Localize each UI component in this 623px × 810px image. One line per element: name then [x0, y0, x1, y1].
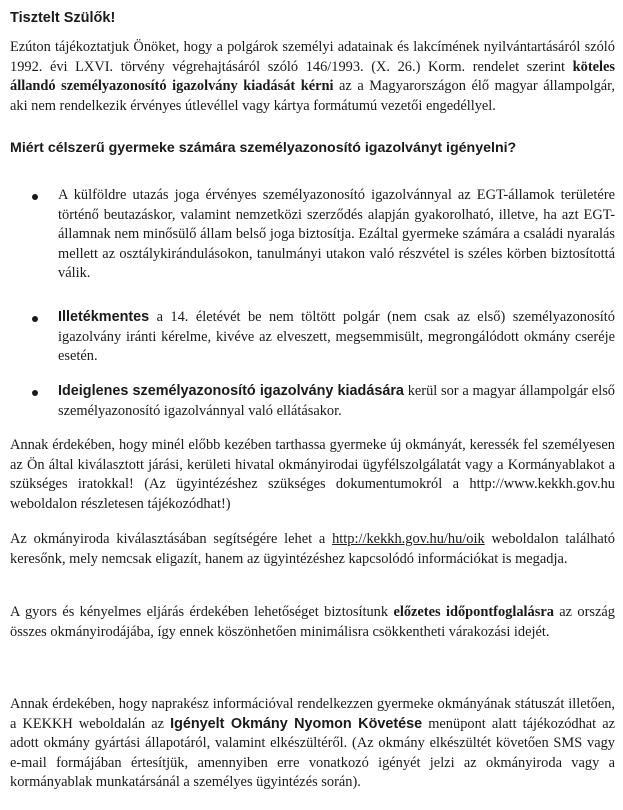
booking-paragraph: [10, 603, 615, 642]
intro-bold: köteles állandó személyazonosító igazolvány kiadását kérni: [10, 58, 615, 94]
bullet-bold: Ideiglenes személyazonosító igazolvány kiadására: [58, 383, 404, 399]
bullet-rest: kerül sor a magyar állampolgár első személyazonosító igazolvánnyal való ellátásakor.: [58, 383, 615, 419]
search-text-2: weboldalon található keresőnk, mely nemcsak eligazít, hanem az ügyintézéshez kapcsolódó információkat is megadja.: [10, 531, 615, 567]
section-heading: Miért célszerű gyermeke számára személyazonosító igazolványt igényelni?: [10, 140, 517, 156]
bullet-text: A külföldre utazás joga érvényes személyazonosító igazolvánnyal az EGT-államok területére történő beutazáskor, valamint nemzetközi szerződés alapján gyakorolható, illetve, ha azt EGT-államnak nem minősülő állam belső joga biztosítja. Ezáltal gyermeke számára a családi nyaralás mellett az osztálykirándulásokon, tanulmányi utakon való részvétel is széles körben biztosítottá válik.: [58, 187, 615, 281]
letter-page: [10, 0, 617, 810]
booking-text-2: az ország összes okmányirodájába, így ennek köszönhetően minimálisra csökkentheti várakozási idejét.: [10, 604, 615, 640]
tracking-bold: Igényelt Okmány Nyomon Követése: [170, 715, 423, 732]
search-text-1: Az okmányiroda kiválasztásában segítségére lehet a: [10, 531, 333, 547]
tracking-text-1: Annak érdekében, hogy naprakész információval rendelkezzen gyermeke okmányának státuszát illetően, a KEKKH weboldalán az: [10, 696, 615, 732]
intro-text-1: Ezúton tájékoztatjuk Önöket, hogy a polgárok személyi adatainak és lakcímének nyilvántartásáról szóló 1992. évi LXVI. törvény végrehajtásáról szóló 146/1993. (X. 26.) Korm. rendelet szerint: [10, 39, 615, 75]
greeting: Tisztelt Szülők!: [10, 10, 116, 26]
bullet-icon: [32, 316, 38, 322]
booking-text-1: A gyors és kényelmes eljárás érdekében lehetőséget biztosítunk: [10, 604, 394, 620]
bullet-icon: [32, 390, 38, 396]
tracking-paragraph: [10, 695, 615, 793]
intro-text-2: az a Magyarországon élő magyar állampolgár, aki nem rendelkezik érvényes útlevéllel vagy kártya formátumú vezetői engedéllyel.: [10, 78, 615, 114]
bullet-bold: Illetékmentes: [58, 309, 150, 325]
bullet-text: [58, 308, 615, 367]
bullet-text: [58, 382, 615, 421]
intro-paragraph: [10, 38, 615, 116]
oik-link[interactable]: http://kekkh.gov.hu/hu/oik: [332, 531, 485, 547]
bullet-icon: [32, 194, 38, 200]
booking-bold: előzetes időpontfoglalásra: [393, 604, 554, 620]
office-paragraph: Annak érdekében, hogy minél előbb kezében tarthassa gyermeke új okmányát, keressék fel személyesen az Ön által kiválasztott járási, kerületi hivatal okmányirodai ügyfélszolgálatát vagy a Kormányablakot a szükséges iratokkal! (Az ügyintézéshez szükséges dokumentumokról a http://www.kekkh.gov.hu weboldalon részletesen tájékozódhat!): [10, 437, 615, 512]
bullet-rest: a 14. életévét be nem töltött polgár (nem csak az első) személyazonosító igazolvány iránti kérelme, kivéve az elveszett, megsemmisült, megrongálódott okmány cseréje esetén.: [58, 309, 615, 364]
search-paragraph: [10, 530, 615, 569]
tracking-text-2: menüpont alatt tájékozódhat az adott okmány gyártási állapotáról, valamint elkészültéről. (Az okmány elkészültét követően SMS vagy e-mail formájában értesítjük, amennyiben erre vonatkozó igényét jelzi az okmányiroda vagy a kormányablak munkatársánál a személyes ügyintézés során).: [10, 715, 616, 790]
